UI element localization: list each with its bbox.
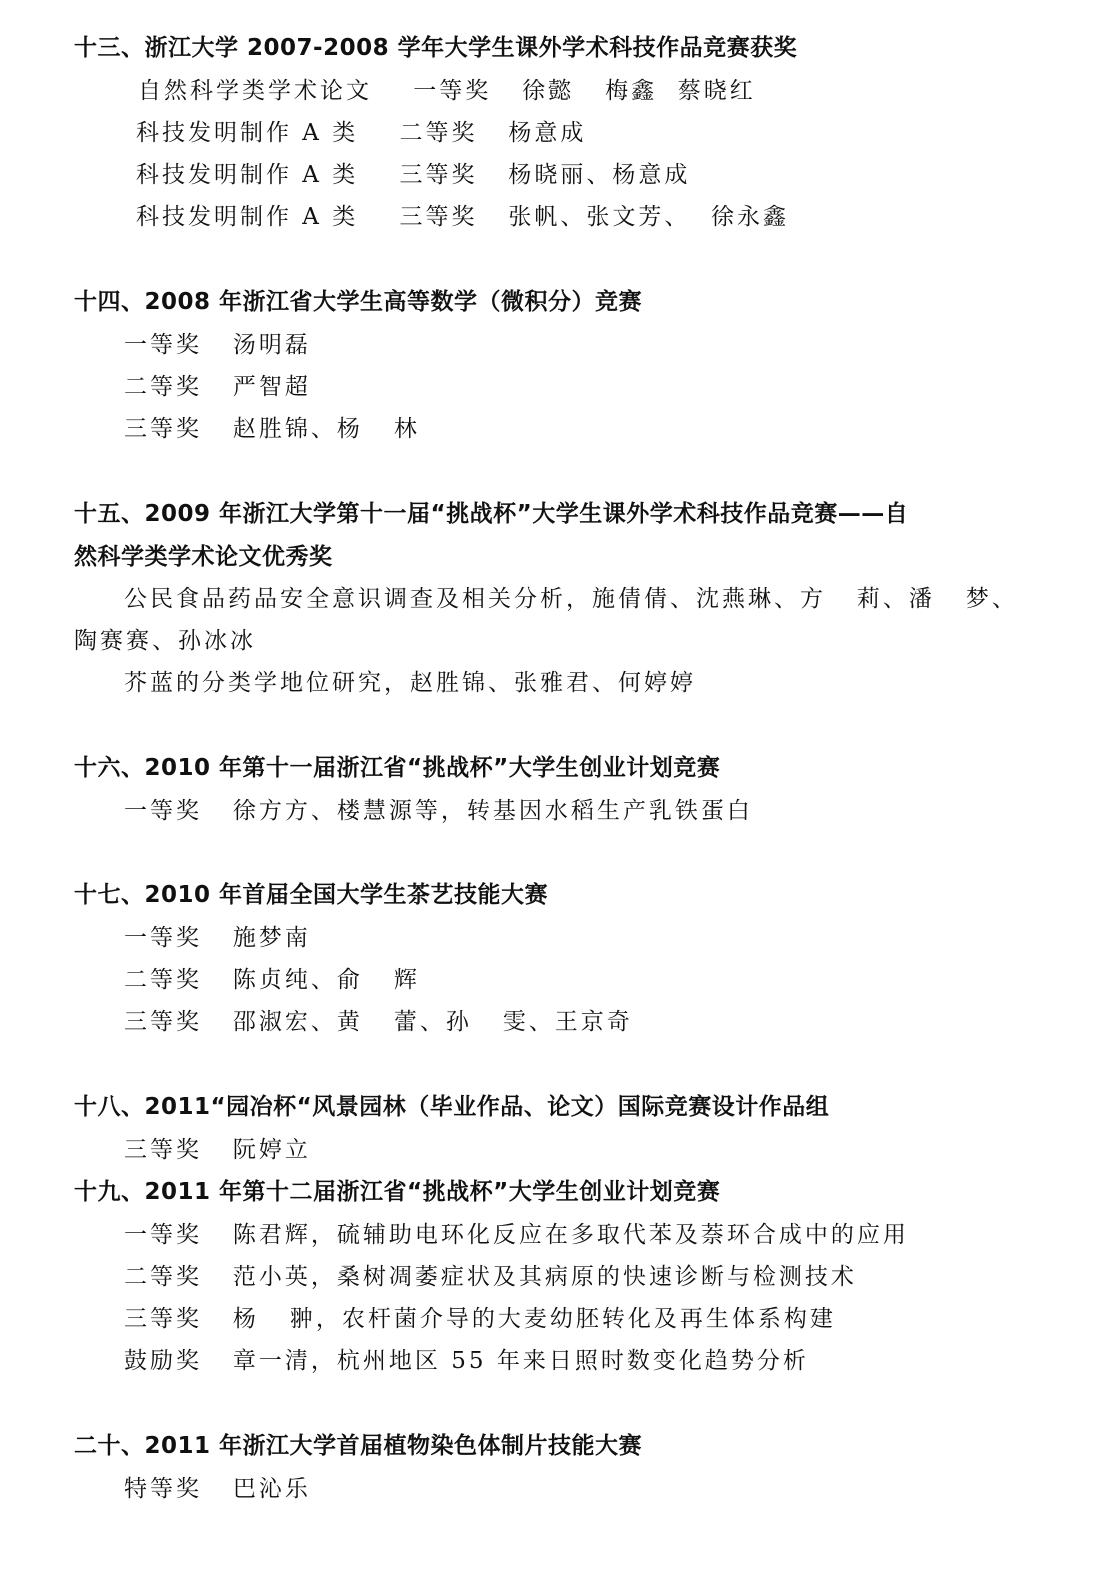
section-14-heading: 十四、2008 年浙江省大学生高等数学（微积分）竞赛: [74, 289, 643, 315]
section-15-heading-line-1: 十五、2009 年浙江大学第十一届“挑战杯”大学生课外学术科技作品竞赛——自: [74, 501, 909, 527]
section-20-line-1: 特等奖 巴沁乐: [124, 1476, 311, 1502]
section-13-line-4: 科技发明制作 A 类 三等奖 张帆、张文芳、 徐永鑫: [136, 204, 790, 230]
section-15-item-2: 芥蓝的分类学地位研究，赵胜锦、张雅君、何婷婷: [124, 670, 696, 696]
section-13-heading: 十三、浙江大学 2007-2008 学年大学生课外学术科技作品竞赛获奖: [74, 35, 798, 61]
section-15-item-1-line-2: 陶赛赛、孙冰冰: [74, 628, 256, 654]
section-18-heading: 十八、2011“园冶杯“风景园林（毕业作品、论文）国际竞赛设计作品组: [74, 1094, 830, 1120]
section-14-line-3: 三等奖 赵胜锦、杨 林: [124, 416, 420, 442]
section-16-line-1: 一等奖 徐方方、楼慧源等，转基因水稻生产乳铁蛋白: [124, 798, 753, 824]
section-13-line-3: 科技发明制作 A 类 三等奖 杨晓丽、杨意成: [136, 162, 691, 188]
section-19-heading: 十九、2011 年第十二届浙江省“挑战杯”大学生创业计划竞赛: [74, 1179, 721, 1205]
section-14-line-2: 二等奖 严智超: [124, 374, 311, 400]
section-18-line-1: 三等奖 阮婷立: [124, 1137, 311, 1163]
section-17-line-2: 二等奖 陈贞纯、俞 辉: [124, 967, 420, 993]
section-15-item-1-line-1: 公民食品药品安全意识调查及相关分析，施倩倩、沈燕琳、方 莉、潘 梦、: [124, 586, 1018, 612]
section-14-line-1: 一等奖 汤明磊: [124, 332, 311, 358]
section-19-line-3: 三等奖 杨 翀，农杆菌介导的大麦幼胚转化及再生体系构建: [124, 1306, 836, 1332]
section-19-line-4: 鼓励奖 章一清，杭州地区 55 年来日照时数变化趋势分析: [124, 1348, 809, 1374]
section-19-line-2: 二等奖 范小英，桑树凋萎症状及其病原的快速诊断与检测技术: [124, 1264, 857, 1290]
section-16-heading: 十六、2010 年第十一届浙江省“挑战杯”大学生创业计划竞赛: [74, 755, 721, 781]
section-19-line-1: 一等奖 陈君辉，硫辅助电环化反应在多取代苯及萘环合成中的应用: [124, 1222, 909, 1248]
section-17-line-3: 三等奖 邵淑宏、黄 蕾、孙 雯、王京奇: [124, 1009, 633, 1035]
section-13-line-2: 科技发明制作 A 类 二等奖 杨意成: [136, 120, 587, 146]
section-15-heading-line-2: 然科学类学术论文优秀奖: [74, 544, 333, 570]
section-20-heading: 二十、2011 年浙江大学首届植物染色体制片技能大赛: [74, 1433, 643, 1459]
section-13-line-1: 自然科学类学术论文 一等奖 徐懿 梅鑫 蔡晓红: [138, 78, 756, 104]
section-17-heading: 十七、2010 年首届全国大学生茶艺技能大赛: [74, 882, 549, 908]
section-17-line-1: 一等奖 施梦南: [124, 925, 311, 951]
